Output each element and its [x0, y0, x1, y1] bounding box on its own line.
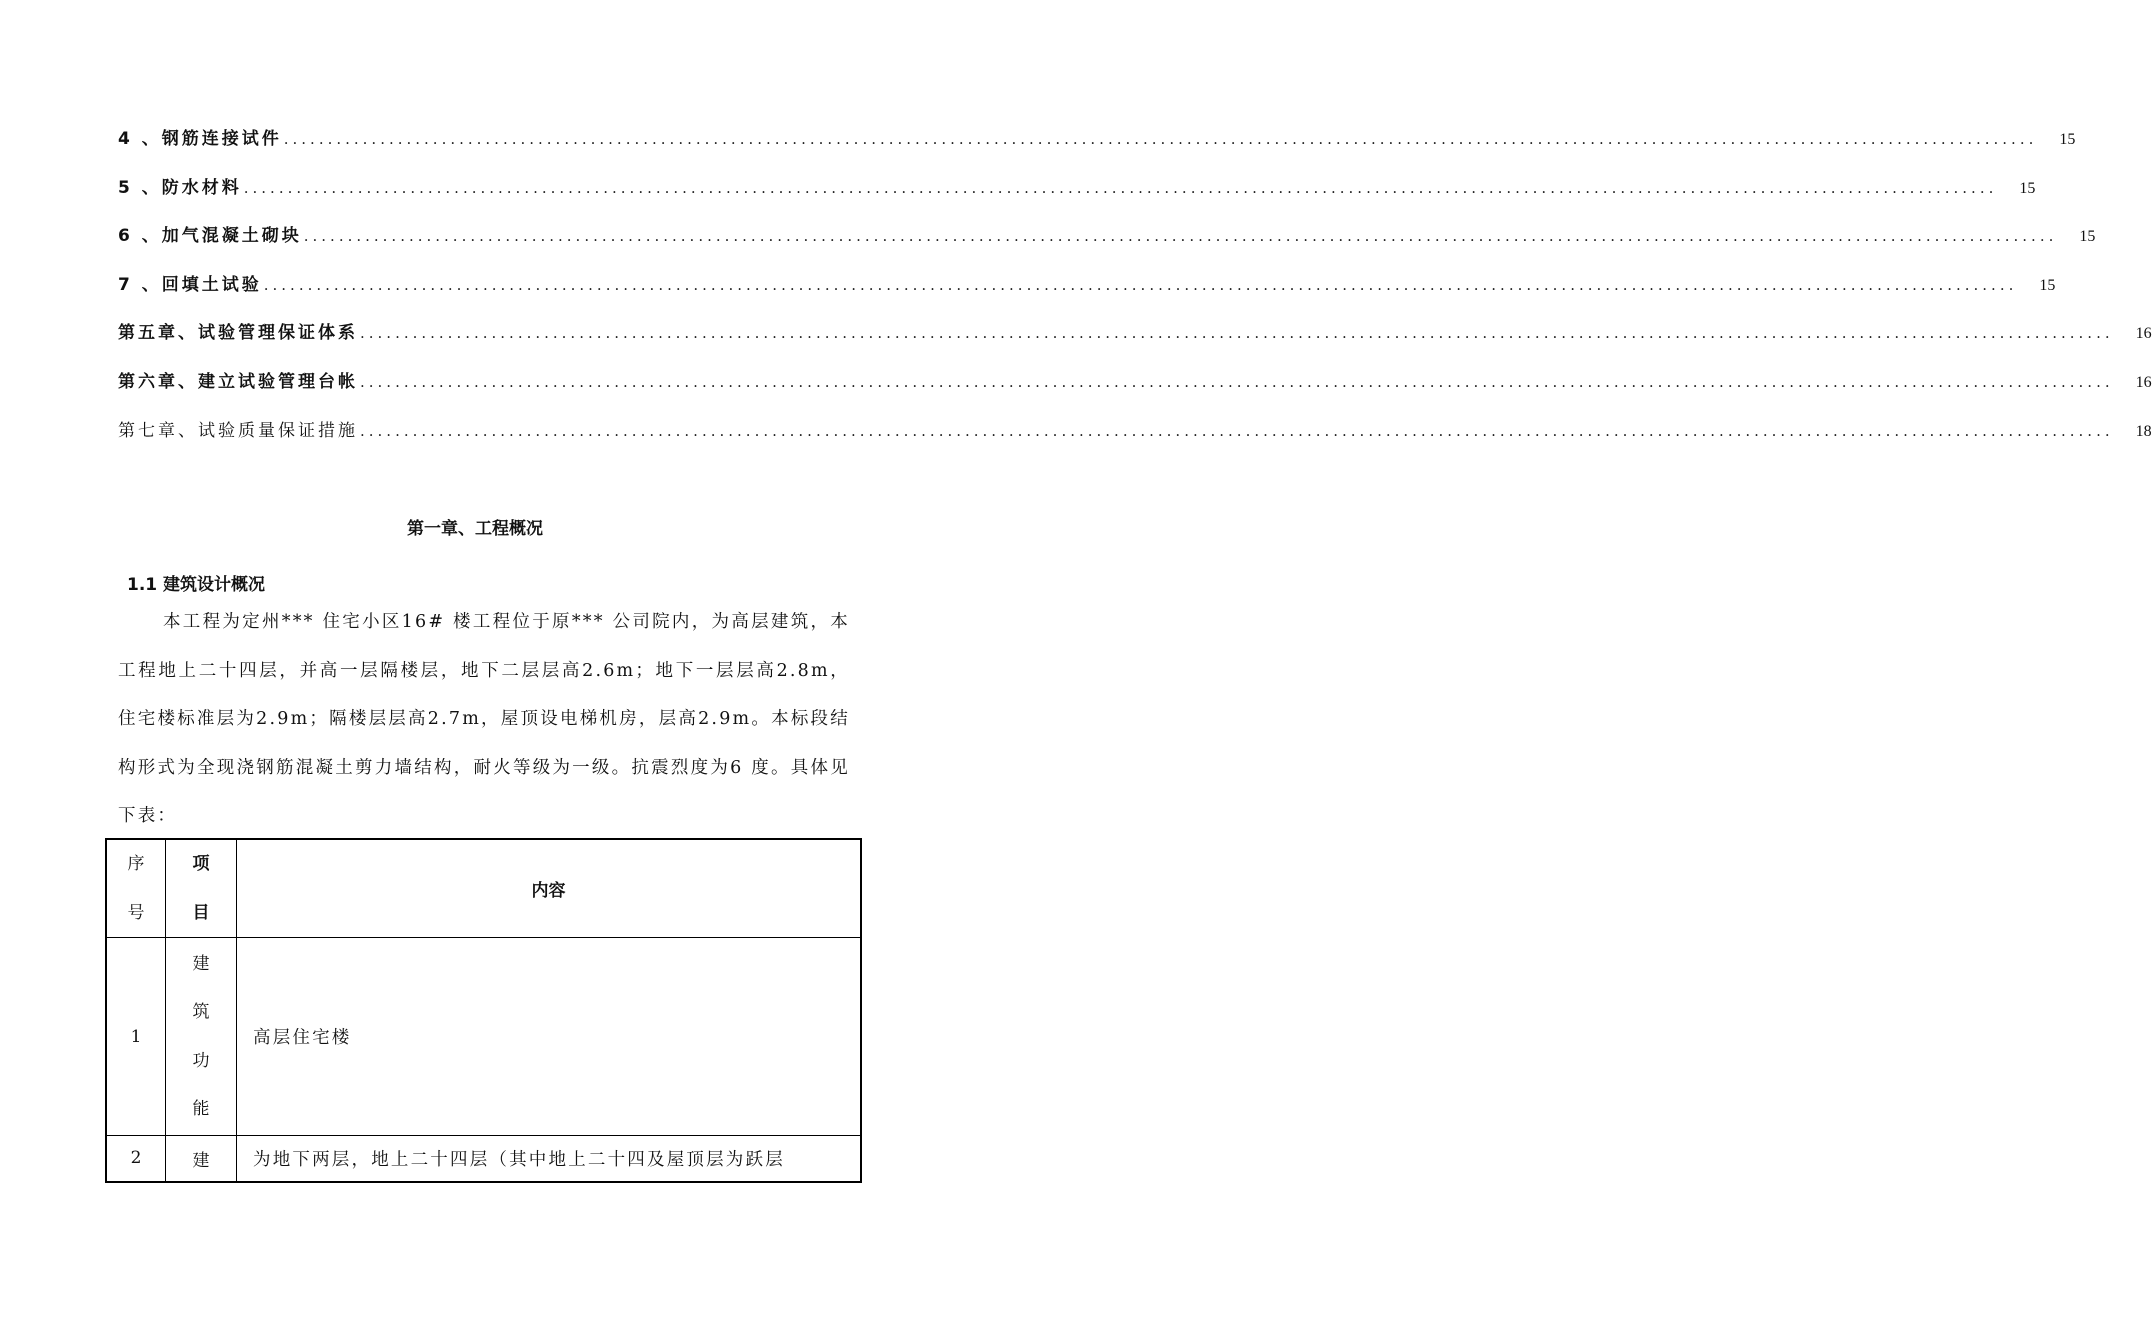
table-row [106, 938, 861, 1136]
toc-entry-page: 15 [2039, 276, 2056, 294]
row-no: 1 [106, 938, 166, 1136]
table-of-contents [118, 124, 2152, 464]
toc-leader-dots: ........................................................................................................................................................................................................ [243, 178, 1998, 197]
row-item-char: 能 [192, 1099, 210, 1120]
header-content: 内容 [237, 839, 862, 938]
toc-entry-page: 15 [2059, 131, 2076, 148]
toc-leader-dots: ........................................................................................................................................................................................................ [283, 130, 2038, 148]
header-item-char: 项 [192, 854, 210, 874]
toc-entry-page: 16 [2135, 373, 2152, 391]
row-item-char: 功 [192, 1050, 210, 1071]
toc-entry-label: 第七章、试验质量保证措施 [118, 420, 358, 441]
row-item-char: 筑 [192, 1002, 210, 1023]
header-no-char: 号 [127, 902, 145, 923]
header-no [106, 839, 166, 938]
toc-entry-page: 15 [2019, 179, 2036, 197]
toc-leader-dots: ........................................................................................................................................................................................................ [360, 421, 2114, 440]
header-no-char: 序 [127, 854, 145, 874]
row-content: 为地下两层，地上二十四层（其中地上二十四及屋顶层为跃层 [237, 1136, 862, 1182]
row-no: 2 [106, 1136, 166, 1182]
table-row [106, 1136, 861, 1182]
toc-entry[interactable] [118, 221, 2096, 270]
paragraph-text: 本工程为定州*** 住宅小区16# 楼工程位于原*** 公司院内，为高层建筑，本工程地上二十四层，并高一层隔楼层，地下二层层高2.6m；地下一层层高2.8m，住宅楼标准层为2.9m；隔楼层层高2.7m，屋顶设电梯机房，层高2.9m。本标段结构形式为全现浇钢筋混凝土剪力墙结构，耐火等级为一级。抗震烈度为6 度。具体见下表： [118, 612, 850, 827]
row-content: 高层住宅楼 [237, 938, 862, 1136]
toc-entry-page: 18 [2135, 422, 2152, 440]
toc-leader-dots: ........................................................................................................................................................................................................ [263, 275, 2018, 294]
toc-entry[interactable] [118, 270, 2056, 319]
toc-entry[interactable] [118, 367, 2152, 416]
row-item: 建 [166, 1136, 237, 1182]
chapter-title: 第一章、工程概况 [407, 519, 543, 539]
toc-entry-page: 16 [2135, 325, 2152, 343]
row-item [166, 938, 237, 1136]
header-item [166, 839, 237, 938]
header-item-char: 目 [192, 902, 210, 923]
table-header-row [106, 839, 861, 938]
project-info-table [105, 838, 862, 1183]
toc-entry[interactable] [118, 173, 2036, 222]
toc-entry[interactable] [118, 318, 2152, 367]
toc-entry-label: 6 、加气混凝土砌块 [118, 226, 302, 247]
toc-entry-label: 第五章、试验管理保证体系 [118, 323, 358, 344]
toc-leader-dots: ........................................................................................................................................................................................................ [303, 227, 2058, 246]
toc-entry-label: 5 、防水材料 [118, 177, 242, 198]
toc-entry[interactable] [118, 124, 2076, 173]
overview-paragraph [118, 598, 850, 841]
toc-leader-dots: ........................................................................................................................................................................................................ [360, 324, 2114, 343]
section-title: 1.1 建筑设计概况 [127, 575, 266, 595]
toc-leader-dots: ........................................................................................................................................................................................................ [360, 372, 2114, 391]
toc-entry[interactable] [118, 416, 2152, 465]
toc-entry-label: 第六章、建立试验管理台帐 [118, 371, 358, 392]
toc-entry-label: 4 、钢筋连接试件 [118, 129, 282, 149]
toc-entry-label: 7 、回填土试验 [118, 274, 262, 295]
row-item-char: 建 [192, 953, 210, 974]
toc-entry-page: 15 [2079, 228, 2096, 246]
